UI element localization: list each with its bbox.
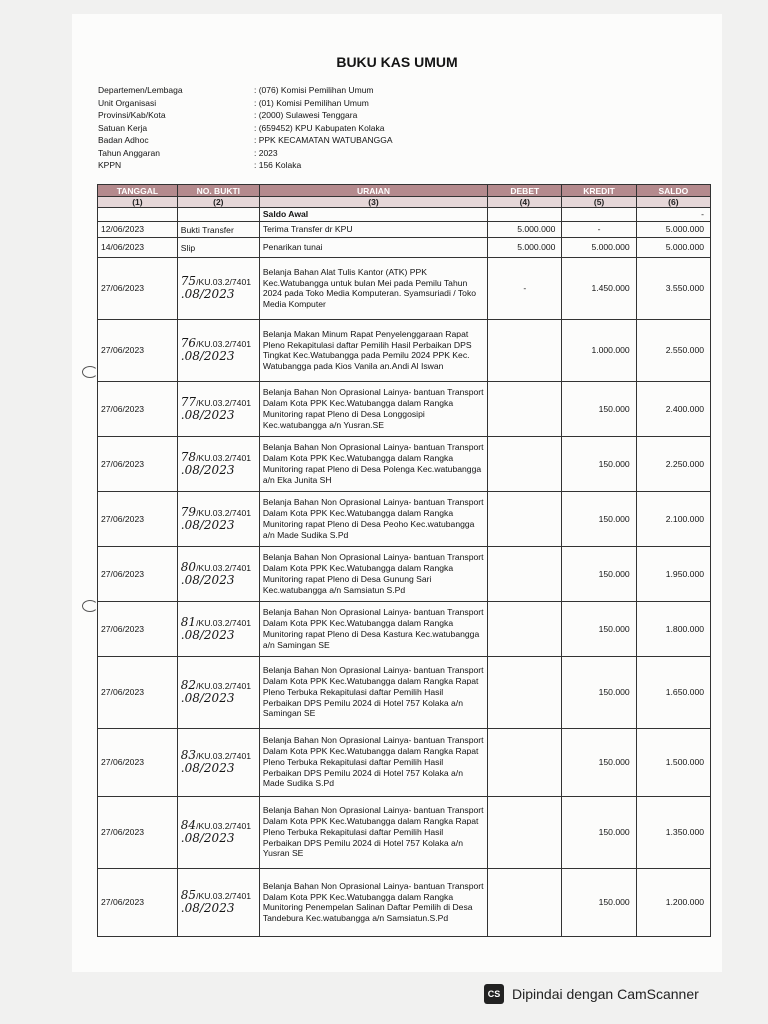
document-page: [72, 14, 722, 972]
bukti-number: 84: [180, 818, 197, 833]
bukti-code: /KU.03.2/7401: [196, 339, 252, 350]
cell-saldo: 2.100.000: [636, 491, 710, 546]
meta-row: [98, 97, 393, 110]
column-header: NO. BUKTI: [177, 185, 259, 197]
cell-no-bukti: [177, 546, 259, 601]
cell-kredit: 150.000: [562, 868, 636, 936]
uraian-text: Belanja Bahan Non Oprasional Lainya- bantuan Transport Dalam Kota PPK Kec.Watubangga dalam Rangka Rapat Pleno Terbuka Rekapitulasi daftar Pemilih Hasil Perbaikan DPS Pemilu 2024 di Hotel 757 Kolaka a/n Yusran SE: [262, 805, 484, 859]
uraian-text: Belanja Bahan Non Oprasional Lainya- bantuan Transport Dalam Kota PPK Kec.Watubangga dalam Rangka Munitoring rapat Pleno di Desa Polenga Kec.watubangga a/n Eka Junita SH: [262, 442, 484, 485]
column-number: (6): [636, 197, 710, 208]
table-header-row: [98, 185, 711, 197]
cell-debet: [488, 868, 562, 936]
uraian-text: Saldo Awal: [262, 209, 309, 219]
cash-book-table: [97, 184, 711, 937]
column-header: SALDO: [636, 185, 710, 197]
bukti-number: 80: [180, 559, 197, 574]
meta-label: Tahun Anggaran: [98, 147, 160, 158]
cell-debet: [488, 728, 562, 796]
cell-debet: [488, 601, 562, 656]
bukti-code: Slip: [180, 242, 196, 253]
cell-no-bukti: [177, 868, 259, 936]
cell-saldo: 1.800.000: [636, 601, 710, 656]
meta-row: [98, 134, 393, 147]
bukti-year: .08/2023: [180, 627, 235, 642]
cell-no-bukti: [177, 796, 259, 868]
cell-saldo: 2.250.000: [636, 436, 710, 491]
cell-debet: [488, 546, 562, 601]
cell-no-bukti: [177, 491, 259, 546]
cell-kredit: 150.000: [562, 381, 636, 436]
cell-tanggal: [98, 208, 178, 222]
camscanner-watermark: [484, 984, 699, 1004]
meta-label: Provinsi/Kab/Kota: [98, 110, 166, 120]
meta-value: : (2000) Sulawesi Tenggara: [254, 110, 358, 120]
meta-value: : (659452) KPU Kabupaten Kolaka: [254, 122, 385, 133]
bukti-code: /KU.03.2/7401: [196, 507, 252, 518]
cell-kredit: 150.000: [562, 436, 636, 491]
table-column-number-row: [98, 197, 711, 208]
cell-debet: [488, 381, 562, 436]
meta-value: : (01) Komisi Pemilihan Umum: [254, 97, 369, 108]
cell-uraian: [259, 796, 487, 868]
meta-row: [98, 109, 393, 122]
cell-no-bukti: [177, 208, 259, 222]
cell-no-bukti: [177, 319, 259, 381]
bukti-code: /KU.03.2/7401: [196, 821, 252, 832]
cell-tanggal: 27/06/2023: [98, 546, 178, 601]
cell-debet: [488, 319, 562, 381]
bukti-year: .08/2023: [180, 517, 235, 532]
table-row: [98, 208, 711, 222]
uraian-text: Belanja Bahan Non Oprasional Lainya- bantuan Transport Dalam Kota PPK Kec.Watubangga dalam Rangka Munitoring rapat Pleno di Desa Peoho Kec.watubangga a/n Made Sudika S.Pd: [262, 497, 484, 540]
table-row: [98, 237, 711, 257]
cell-kredit: 1.000.000: [562, 319, 636, 381]
cell-kredit: [562, 208, 636, 222]
cell-no-bukti: [177, 436, 259, 491]
meta-label: KPPN: [98, 160, 122, 170]
bukti-year: .08/2023: [180, 287, 235, 302]
table-row: [98, 796, 711, 868]
uraian-text: Belanja Makan Minum Rapat Penyelenggaraan Rapat Pleno Rekapitulasi daftar Pemilih Hasil Perbaikan DPS Tingkat Kec.Watubangga pada Pemilu 2024 PPK Kec. Watubangga pada Kios Vanila an.Andi Al Iswan: [262, 328, 472, 372]
cell-tanggal: 14/06/2023: [98, 237, 178, 257]
bukti-number: 85: [180, 888, 197, 903]
cell-uraian: [259, 491, 487, 546]
meta-row: [98, 84, 393, 97]
bukti-code: Bukti Transfer: [180, 224, 234, 235]
cell-no-bukti: [177, 656, 259, 728]
cell-kredit: 5.000.000: [562, 237, 636, 257]
column-number: (2): [177, 197, 259, 208]
bukti-code: /KU.03.2/7401: [196, 452, 252, 463]
cell-uraian: [259, 221, 487, 237]
cell-tanggal: 12/06/2023: [98, 221, 178, 237]
cell-no-bukti: [177, 237, 259, 257]
meta-row: [98, 159, 393, 172]
cell-tanggal: 27/06/2023: [98, 796, 178, 868]
cell-kredit: 150.000: [562, 601, 636, 656]
cell-tanggal: 27/06/2023: [98, 257, 178, 319]
meta-label: Badan Adhoc: [98, 135, 149, 145]
meta-label: Satuan Kerja: [98, 122, 148, 133]
cell-uraian: [259, 601, 487, 656]
meta-row: [98, 122, 393, 135]
cell-debet: [488, 491, 562, 546]
meta-value: : PPK KECAMATAN WATUBANGGA: [254, 135, 393, 145]
column-header: DEBET: [488, 185, 562, 197]
uraian-text: Belanja Bahan Alat Tulis Kantor (ATK) PPK Kec.Watubangga untuk bulan Mei pada Pemilu Tahun 2024 pada Toko Media Komputeran. Syamsuriadi / Toko Media Komputer: [262, 266, 477, 310]
document-meta: [98, 84, 393, 172]
cell-uraian: [259, 656, 487, 728]
cell-debet: [488, 208, 562, 222]
cell-debet: [488, 436, 562, 491]
cell-kredit: 150.000: [562, 546, 636, 601]
table-row: [98, 601, 711, 656]
cell-debet: [488, 796, 562, 868]
cell-uraian: [259, 237, 487, 257]
table-row: [98, 868, 711, 936]
cell-uraian: [259, 728, 487, 796]
table-row: [98, 257, 711, 319]
cell-debet: 5.000.000: [488, 237, 562, 257]
bukti-year: .08/2023: [180, 572, 235, 587]
bukti-year: .08/2023: [180, 831, 235, 846]
table-row: [98, 656, 711, 728]
cell-saldo: 3.550.000: [636, 257, 710, 319]
meta-value: : 156 Kolaka: [254, 160, 302, 170]
uraian-text: Belanja Bahan Non Oprasional Lainya- bantuan Transport Dalam Kota PPK Kec.Watubangga dalam Rangka Munitoring rapat Pleno di Desa Kastura Kec.watubangga a/n Samingan SE: [262, 607, 484, 650]
cell-tanggal: 27/06/2023: [98, 728, 178, 796]
cell-uraian: [259, 319, 487, 381]
column-header: URAIAN: [259, 185, 487, 197]
cell-saldo: 5.000.000: [636, 237, 710, 257]
bukti-number: 76: [180, 336, 197, 351]
bukti-year: .08/2023: [180, 407, 235, 422]
cell-tanggal: 27/06/2023: [98, 436, 178, 491]
meta-value: : 2023: [254, 147, 278, 158]
uraian-text: Belanja Bahan Non Oprasional Lainya- bantuan Transport Dalam Kota PPK Kec.Watubangga dalam Rangka Rapat Pleno Terbuka Rekapitulasi daftar Pemilih Hasil Perbaikan DPS Pemilu 2024 di Hotel 757 Kolaka a/n Samingan SE: [262, 665, 484, 719]
cell-no-bukti: [177, 601, 259, 656]
cell-debet: [488, 656, 562, 728]
cell-saldo: 1.650.000: [636, 656, 710, 728]
cell-tanggal: 27/06/2023: [98, 491, 178, 546]
cell-debet: 5.000.000: [488, 221, 562, 237]
bukti-year: .08/2023: [180, 901, 235, 916]
uraian-text: Penarikan tunai: [262, 241, 323, 252]
cell-debet: -: [488, 257, 562, 319]
cell-kredit: 150.000: [562, 491, 636, 546]
cell-kredit: -: [562, 221, 636, 237]
hole-punch-mark: [82, 366, 98, 378]
cell-saldo: 2.400.000: [636, 381, 710, 436]
bukti-number: 82: [180, 678, 197, 693]
bukti-year: .08/2023: [180, 349, 235, 364]
table-row: [98, 381, 711, 436]
cell-tanggal: 27/06/2023: [98, 868, 178, 936]
bukti-code: /KU.03.2/7401: [196, 562, 252, 573]
column-number: (4): [488, 197, 562, 208]
bukti-number: 81: [180, 614, 197, 629]
bukti-code: /KU.03.2/7401: [196, 397, 252, 408]
meta-label: Unit Organisasi: [98, 97, 157, 108]
cell-no-bukti: [177, 257, 259, 319]
bukti-number: 78: [180, 449, 197, 464]
cell-saldo: -: [636, 208, 710, 222]
cell-uraian: [259, 546, 487, 601]
table-row: [98, 436, 711, 491]
table-row: [98, 319, 711, 381]
column-number: (3): [259, 197, 487, 208]
cell-no-bukti: [177, 728, 259, 796]
cell-tanggal: 27/06/2023: [98, 381, 178, 436]
cell-uraian: [259, 868, 487, 936]
cell-saldo: 5.000.000: [636, 221, 710, 237]
bukti-code: /KU.03.2/7401: [196, 891, 252, 902]
uraian-text: Belanja Bahan Non Oprasional Lainya- bantuan Transport Dalam Kota PPK Kec.Watubangga dalam Rangka Munitoring Penempelan Salinan Daftar Pemilih di Desa Tandebura Kec.watubangga a/n Samsiatun.S.Pd: [262, 880, 484, 924]
bukti-year: .08/2023: [180, 761, 235, 776]
bukti-year: .08/2023: [180, 691, 235, 706]
bukti-number: 79: [180, 504, 197, 519]
column-number: (5): [562, 197, 636, 208]
cell-saldo: 1.200.000: [636, 868, 710, 936]
table-row: [98, 221, 711, 237]
cell-kredit: 150.000: [562, 728, 636, 796]
cell-saldo: 1.500.000: [636, 728, 710, 796]
bukti-code: /KU.03.2/7401: [196, 751, 252, 762]
meta-label: Departemen/Lembaga: [98, 85, 183, 95]
hole-punch-mark: [82, 600, 98, 612]
bukti-number: 75: [180, 274, 197, 289]
cell-no-bukti: [177, 381, 259, 436]
cell-saldo: 1.350.000: [636, 796, 710, 868]
bukti-code: /KU.03.2/7401: [196, 277, 252, 288]
camscanner-text: Dipindai dengan CamScanner: [512, 986, 699, 1002]
cell-uraian: [259, 436, 487, 491]
uraian-text: Belanja Bahan Non Oprasional Lainya- bantuan Transport Dalam Kota PPK Kec.Watubangga dalam Rangka Munitoring rapat Pleno di Desa Gunung Sari Kec.watubangga a/n Samsiatun S.Pd: [262, 552, 484, 595]
document-title: BUKU KAS UMUM: [336, 54, 458, 70]
cell-uraian: [259, 381, 487, 436]
cell-saldo: 2.550.000: [636, 319, 710, 381]
uraian-text: Terima Transfer dr KPU: [262, 223, 353, 234]
column-header: TANGGAL: [98, 185, 178, 197]
table-row: [98, 491, 711, 546]
meta-value: : (076) Komisi Pemilihan Umum: [254, 85, 374, 95]
table-row: [98, 728, 711, 796]
table-row: [98, 546, 711, 601]
column-number: (1): [98, 197, 178, 208]
bukti-code: /KU.03.2/7401: [196, 681, 252, 692]
cell-uraian: [259, 208, 487, 222]
bukti-year: .08/2023: [180, 462, 235, 477]
uraian-text: Belanja Bahan Non Oprasional Lainya- bantuan Transport Dalam Kota PPK Kec.Watubangga dalam Rangka Munitoring rapat Pleno di Desa Longgosipi Kec.watubangga a/n Yusran.SE: [262, 387, 484, 430]
cell-kredit: 150.000: [562, 796, 636, 868]
bukti-number: 83: [180, 748, 197, 763]
bukti-number: 77: [180, 394, 197, 409]
cell-tanggal: 27/06/2023: [98, 319, 178, 381]
cell-no-bukti: [177, 221, 259, 237]
column-header: KREDIT: [562, 185, 636, 197]
cell-tanggal: 27/06/2023: [98, 601, 178, 656]
uraian-text: Belanja Bahan Non Oprasional Lainya- bantuan Transport Dalam Kota PPK Kec.Watubangga dalam Rangka Rapat Pleno Terbuka Rekapitulasi daftar Pemilih Hasil Perbaikan DPS Pemilu 2024 di Hotel 757 Kolaka a/n Made Sudika S.Pd: [262, 735, 484, 789]
cell-kredit: 150.000: [562, 656, 636, 728]
cell-uraian: [259, 257, 487, 319]
cell-kredit: 1.450.000: [562, 257, 636, 319]
meta-row: [98, 147, 393, 160]
cell-saldo: 1.950.000: [636, 546, 710, 601]
bukti-code: /KU.03.2/7401: [196, 617, 252, 628]
camscanner-logo-icon: CS: [484, 984, 504, 1004]
cell-tanggal: 27/06/2023: [98, 656, 178, 728]
